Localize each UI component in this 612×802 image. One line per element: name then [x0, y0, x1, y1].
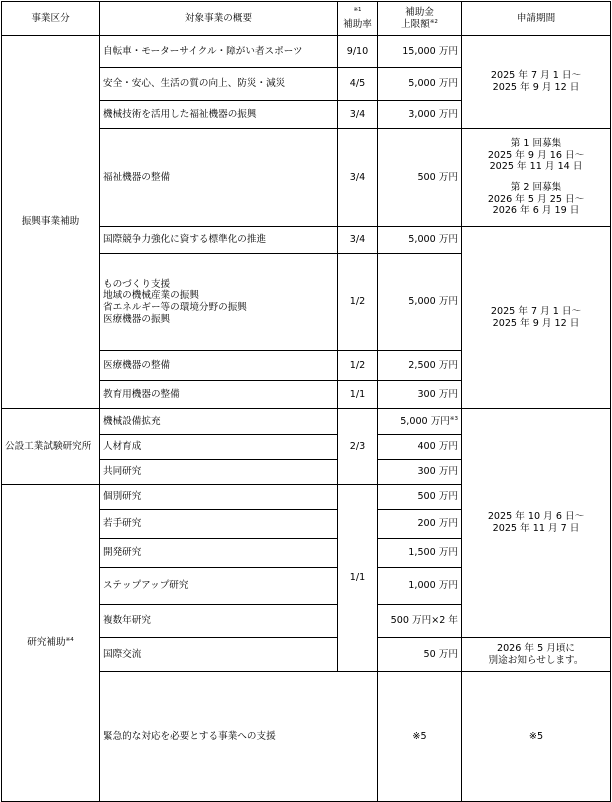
category-kenkyu-note: ※4 — [65, 636, 74, 643]
row-rate: 3/4 — [338, 227, 378, 254]
row-overview: 国際競争力強化に資する標準化の推進 — [100, 227, 338, 254]
header-row — [2, 2, 611, 36]
row-rate: 3/4 — [338, 101, 378, 129]
row-limit: 200 万円 — [378, 510, 462, 539]
period-line: 2025 年 7 月 1 日～ — [490, 305, 582, 317]
row-limit: 50 万円 — [378, 638, 462, 672]
rate-note: ※1 — [353, 6, 362, 13]
period-cell — [462, 129, 611, 227]
header-category: 事業区分 — [2, 2, 100, 36]
period-line: 2025 年 11 月 7 日 — [492, 523, 580, 534]
overview-line: 省エネルギー等の環境分野の振興 — [103, 302, 247, 313]
period-line: 第 2 回募集 — [510, 181, 562, 193]
period-line: 2025 年 11 月 14 日 — [489, 161, 583, 173]
period-cell — [462, 638, 611, 672]
row-limit: 5,000 万円 — [378, 254, 462, 351]
row-limit: 3,000 万円 — [378, 101, 462, 129]
period-line: 別途お知らせします。 — [488, 654, 584, 666]
rate-merged-kosetsu: 2/3 — [338, 409, 378, 485]
row-limit: 15,000 万円 — [378, 36, 462, 68]
table-row — [2, 36, 611, 68]
row-overview: 福祉機器の整備 — [100, 129, 338, 227]
row-limit: 2,500 万円 — [378, 351, 462, 381]
category-shinko: 振興事業補助 — [2, 36, 100, 409]
period-line: 2026 年 5 月頃に — [496, 642, 576, 654]
row-limit: 500 万円 — [378, 485, 462, 510]
table-row — [2, 409, 611, 435]
rate-label: 補助率 — [343, 18, 372, 30]
row-rate: 4/5 — [338, 68, 378, 101]
limit-note: ※2 — [429, 18, 438, 25]
header-rate — [338, 2, 378, 36]
row-rate: 1/1 — [338, 381, 378, 409]
header-limit — [378, 2, 462, 36]
row-overview: 機械設備拡充 — [100, 409, 338, 435]
row-overview: 共同研究 — [100, 460, 338, 485]
row-overview: 教育用機器の整備 — [100, 381, 338, 409]
rate-merged-kenkyu: 1/1 — [338, 485, 378, 672]
period-cell — [462, 36, 611, 129]
category-kosetsu: 公設工業試験研究所 — [2, 409, 100, 485]
period-line: 2026 年 5 月 25 日～ — [487, 193, 585, 205]
period-line: 2026 年 6 月 19 日 — [492, 205, 580, 217]
row-overview: ステップアップ研究 — [100, 568, 338, 605]
row-overview — [100, 254, 338, 351]
row-limit: 400 万円 — [378, 435, 462, 460]
overview-line: 地域の機械産業の振興 — [103, 290, 199, 302]
limit-label-2: 上限額 — [401, 18, 430, 30]
row-rate: 9/10 — [338, 36, 378, 68]
period-line: 2025 年 9 月 12 日 — [492, 82, 580, 93]
row-overview: 個別研究 — [100, 485, 338, 510]
emergency-rate: ※5 — [378, 672, 462, 802]
row-overview: 安全・安心、生活の質の向上、防災・減災 — [100, 68, 338, 101]
row-overview: 国際交流 — [100, 638, 338, 672]
header-overview: 対象事業の概要 — [100, 2, 338, 36]
row-limit: 1,500 万円 — [378, 539, 462, 568]
row-limit: 300 万円 — [378, 460, 462, 485]
overview-line: 医療機器の振興 — [103, 313, 171, 325]
row-limit: 5,000 万円 — [378, 227, 462, 254]
period-cell — [462, 227, 611, 409]
row-overview: 人材育成 — [100, 435, 338, 460]
row-overview: 複数年研究 — [100, 605, 338, 638]
emergency-label: 緊急的な対応を必要とする事業への支援 — [100, 672, 378, 802]
row-overview: 開発研究 — [100, 539, 338, 568]
period-cell — [462, 409, 611, 638]
period-line: 2025 年 9 月 12 日 — [492, 317, 580, 329]
header-period: 申請期間 — [462, 2, 611, 36]
row-overview: 機械技術を活用した福祉機器の振興 — [100, 101, 338, 129]
overview-line: ものづくり支援 — [103, 278, 171, 290]
row-rate: 1/2 — [338, 254, 378, 351]
subsidy-table — [1, 1, 611, 802]
row-overview: 若手研究 — [100, 510, 338, 539]
limit-note: ※3 — [449, 415, 458, 422]
limit-label-1: 補助金 — [405, 6, 434, 18]
period-line: 第 1 回募集 — [510, 138, 562, 150]
row-limit: 1,000 万円 — [378, 568, 462, 605]
row-limit: 500 万円×2 年 — [378, 605, 462, 638]
row-rate: 3/4 — [338, 129, 378, 227]
category-kenkyu-label: 研究補助 — [27, 637, 66, 649]
emergency-limit: ※5 — [462, 672, 611, 802]
period-line: 2025 年 9 月 16 日～ — [487, 149, 585, 161]
row-limit: 300 万円 — [378, 381, 462, 409]
row-limit — [378, 409, 462, 435]
row-limit: 5,000 万円 — [378, 68, 462, 101]
row-rate: 1/2 — [338, 351, 378, 381]
row-overview: 医療機器の整備 — [100, 351, 338, 381]
limit-value: 5,000 万円 — [400, 415, 450, 427]
period-line: 2025 年 10 月 6 日～ — [487, 511, 585, 523]
row-limit: 500 万円 — [378, 129, 462, 227]
category-kenkyu — [2, 485, 100, 802]
row-overview: 自転車・モーターサイクル・障がい者スポーツ — [100, 36, 338, 68]
period-line: 2025 年 7 月 1 日～ — [490, 70, 582, 82]
